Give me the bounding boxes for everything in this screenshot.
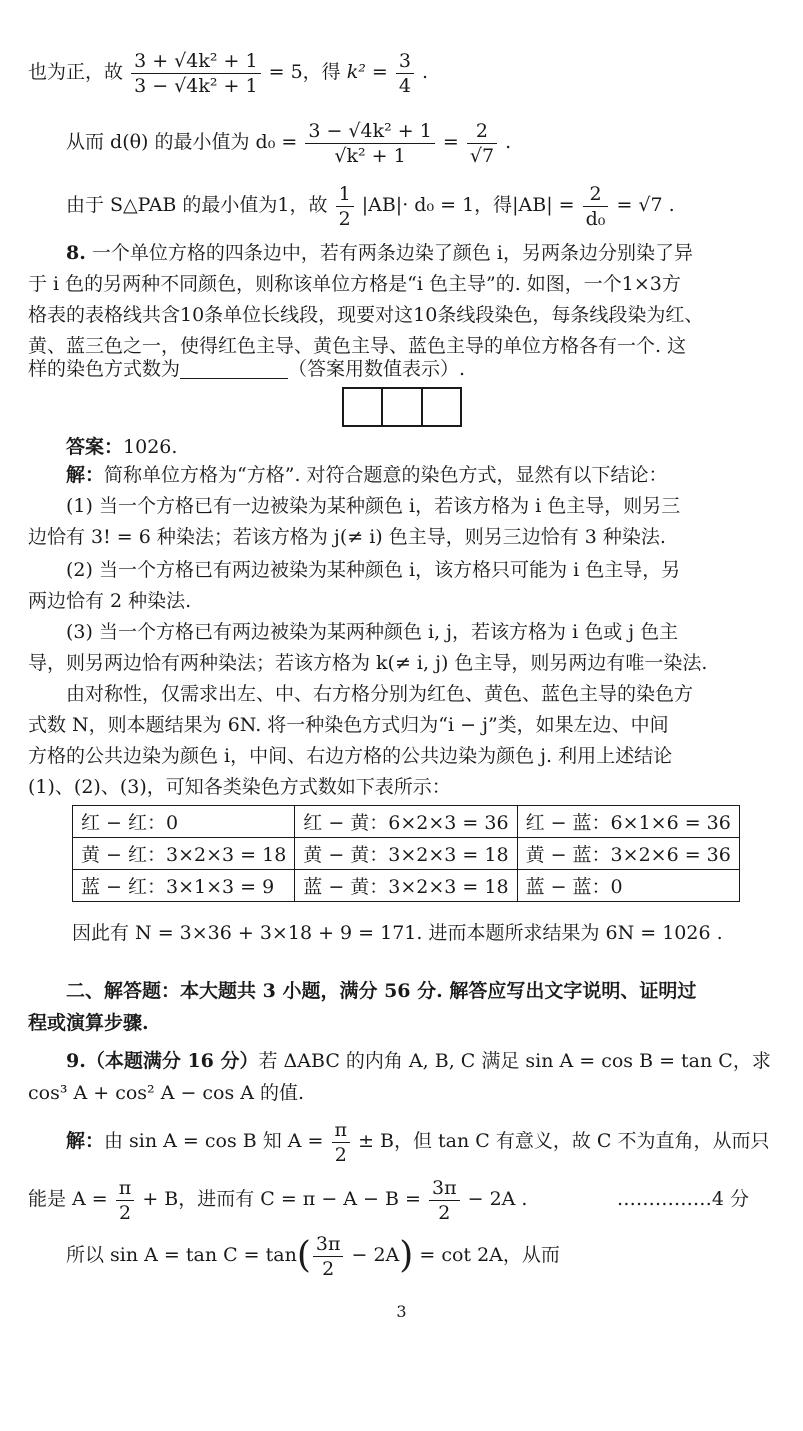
fraction: $\frac{\pi}{2}$ (332, 1118, 351, 1167)
table-cell: 红 − 红：0 (73, 806, 295, 838)
solution-p2a: (2) 当一个方格已有两边被染为某种颜色 i，该方格只可能为 i 色主导，另 (66, 559, 681, 581)
table-row (73, 806, 740, 838)
q9-sol-line-2: 能是 A = $\frac{\pi}{2}$ + B，进而有 C = π − A − B = $\frac{3\pi}{2}$ − 2A . ……………4 分 (28, 1170, 779, 1228)
solution-p3b: 导，则另两边恰有两种染法；若该方格为 k(≠ i, j) 色主导，则另两边有唯一染法. (28, 652, 708, 674)
q8-line-1: 8. 一个单位方格的四条边中，若有两条边染了颜色 i，另两条边分别染了异 (66, 242, 694, 264)
table-cell: 红 − 黄：6×2×3 = 36 (295, 806, 517, 838)
solution-p3a: (3) 当一个方格已有两边被染为某两种颜色 i, j，若该方格为 i 色或 j 色主 (66, 621, 679, 643)
fraction: $\frac{\text{3 − √4k² + 1}}{\text{√k² + 1}}$ (305, 119, 435, 168)
q9-sol-line-1: 解：由 sin A = cos B 知 A = $\frac{\pi}{2}$ ± B，但 tan C 有意义，故 C 不为直角，从而只 (66, 1118, 770, 1166)
top-line-2: 从而 d(θ) 的最小值为 d₀ = $\frac{\text{3 − √4k² + 1}}{\text{√k² + 1}}$ = $\frac{2}{√7}$ . (66, 119, 512, 167)
q9-line-1: 9.（本题满分 16 分）若 ΔABC 的内角 A, B, C 满足 sin A = cos B = tan C，求 (66, 1050, 771, 1072)
q8-line-4: 黄、蓝三色之一，使得红色主导、黄色主导、蓝色主导的单位方格各有一个. 这 (28, 335, 687, 357)
table-row (73, 838, 740, 870)
fraction: $\frac{\text{3 + √4k² + 1}}{\text{3 − √4k² + 1}}$ (131, 49, 261, 98)
q9-sol-line-3: 所以 sin A = tan C = tan( $\frac{3\pi}{2}$ − 2A) = cot 2A，从而 (66, 1232, 560, 1280)
solution-p4a: 由对称性，仅需求出左、中、右方格分别为红色、黄色、蓝色主导的染色方 (66, 683, 694, 705)
answer-blank (180, 358, 288, 379)
solution-p4d: (1)、(2)、(3)，可知各类染色方式数如下表所示： (28, 776, 451, 798)
table-cell: 蓝 − 蓝：0 (517, 870, 739, 902)
q8-line-2: 于 i 色的另两种不同颜色，则称该单位方格是“i 色主导”的. 如图，一个1×3方 (28, 273, 681, 295)
fraction: $\frac{2}{\text{d₀}}$ (583, 182, 609, 231)
fraction: $\frac{3\pi}{2}$ (429, 1176, 460, 1225)
section2-line-1: 二、解答题：本大题共 3 小题，满分 56 分. 解答应写出文字说明、证明过 (66, 980, 697, 1002)
table-row (73, 870, 740, 902)
fraction: $\frac{3\pi}{2}$ (313, 1232, 344, 1281)
section2-line-2: 程或演算步骤. (28, 1012, 149, 1034)
q8-line-5: 样的染色方式数为 （答案用数值表示）. (28, 358, 466, 380)
q9-line-2: cos³ A + cos² A − cos A 的值. (28, 1082, 305, 1104)
solution-p1a: (1) 当一个方格已有一边被染为某种颜色 i，若该方格为 i 色主导，则另三 (66, 495, 681, 517)
solution-p4b: 式数 N，则本题结果为 6N. 将一种染色方式归为“i − j”类，如果左边、中间 (28, 714, 669, 736)
table-cell: 黄 − 黄：3×2×3 = 18 (295, 838, 517, 870)
table-cell: 红 − 蓝：6×1×6 = 36 (517, 806, 739, 838)
score-marker: ……………4 分 (616, 1188, 749, 1210)
solution-p2b: 两边恰有 2 种染法. (28, 590, 192, 612)
fraction: $\frac{3}{4}$ (396, 49, 414, 98)
fraction: $\frac{\pi}{2}$ (116, 1176, 135, 1225)
conclusion-line: 因此有 N = 3×36 + 3×18 + 9 = 171. 进而本题所求结果为 6N = 1026 . (72, 922, 723, 944)
page-number: 3 (396, 1302, 407, 1321)
count-table (72, 805, 740, 902)
table-cell: 蓝 − 黄：3×2×3 = 18 (295, 870, 517, 902)
table-cell: 蓝 − 红：3×1×3 = 9 (73, 870, 295, 902)
solution-p4c: 方格的公共边染为颜色 i，中间、右边方格的公共边染为颜色 j. 利用上述结论 (28, 745, 673, 767)
fraction: $\frac{2}{√7}$ (467, 119, 497, 168)
top-line-3: 由于 S△PAB 的最小值为1，故 $\frac{1}{2}$ |AB|· d₀ = 1，得|AB| = $\frac{2}{\text{d₀}}$ = √7 . (66, 182, 675, 230)
answer-line: 答案：1026. (66, 436, 178, 458)
q8-line-3: 格表的表格线共含10条单位长线段，现要对这10条线段染色，每条线段染为红、 (28, 304, 704, 326)
one-by-three-grid (342, 387, 462, 427)
table-cell: 黄 − 蓝：3×2×6 = 36 (517, 838, 739, 870)
solution-p1b: 边恰有 3! = 6 种染法；若该方格为 j(≠ i) 色主导，则另三边恰有 3 种染法. (28, 526, 666, 548)
solution-line-1: 解：简称单位方格为“方格”. 对符合题意的染色方式，显然有以下结论： (66, 464, 668, 486)
top-line-1: 也为正，故 $\frac{\text{3 + √4k² + 1}}{\text{3 − √4k² + 1}}$ = 5，得 k² = $\frac{3}{4}$ . (28, 49, 429, 97)
fraction: $\frac{1}{2}$ (336, 182, 354, 231)
table-cell: 黄 − 红：3×2×3 = 18 (73, 838, 295, 870)
